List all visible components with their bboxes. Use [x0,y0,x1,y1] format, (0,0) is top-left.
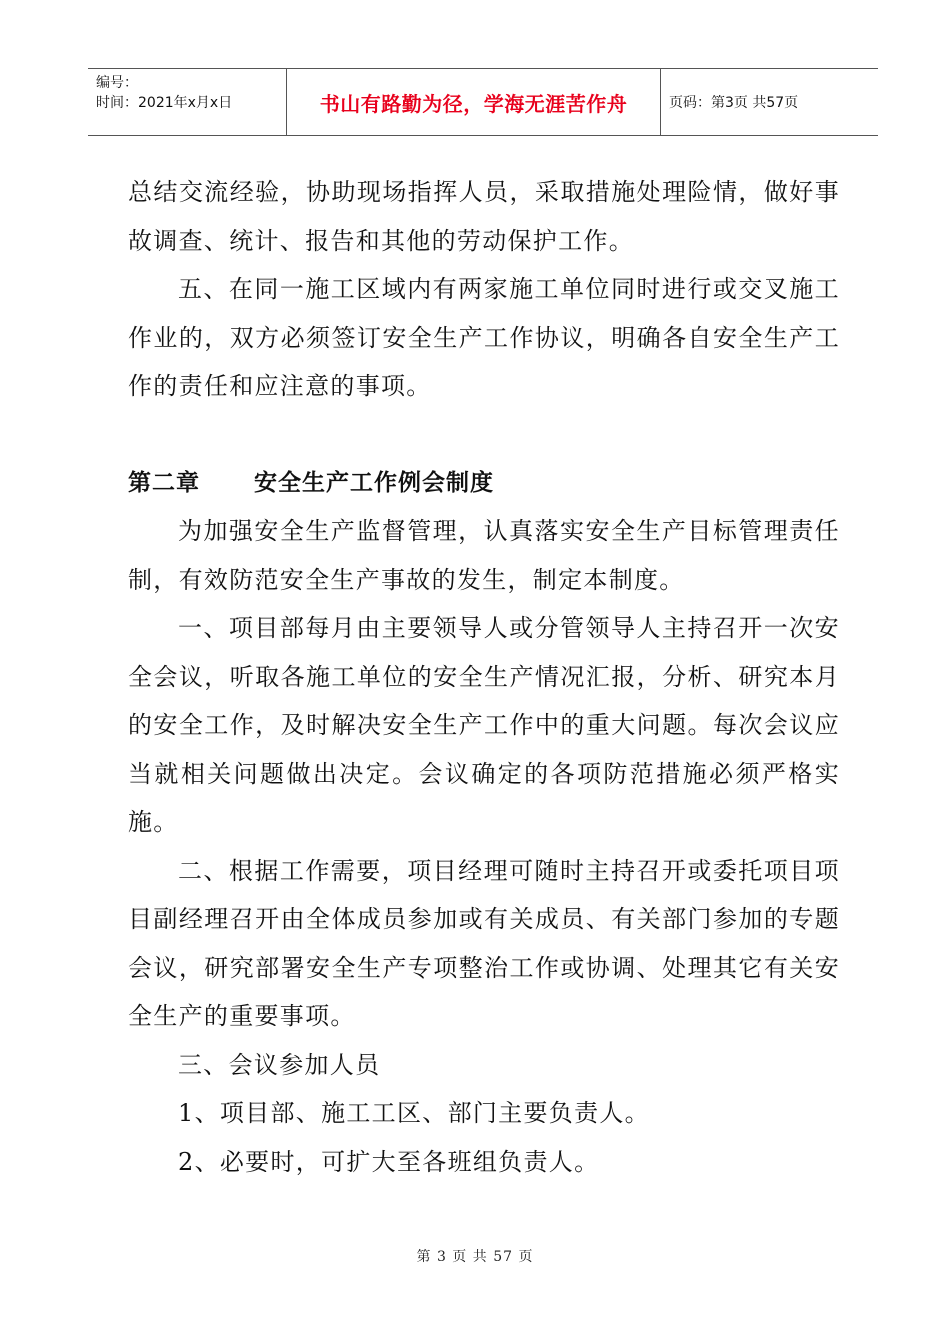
header-motto: 书山有路勤为径，学海无涯苦作舟 [287,69,661,135]
paragraph: 一、项目部每月由主要领导人或分管领导人主持召开一次安全会议，听取各施工单位的安全生产情况汇报，分析、研究本月的安全工作，及时解决安全生产工作中的重大问题。每次会议应当就相关问题做出决定。会议确定的各项防范措施必须严格实施。 [128,614,840,836]
paragraph: 三、会议参加人员 [178,1050,381,1079]
document-body [128,168,840,1186]
paragraph: 2、必要时，可扩大至各班组负责人。 [178,1147,600,1176]
document-number-label: 编号： [96,75,138,91]
page-footer: 第 3 页 共 57 页 [416,1249,534,1265]
paragraph: 总结交流经验，协助现场指挥人员，采取措施处理险情，做好事故调查、统计、报告和其他的劳动保护工作。 [128,178,840,255]
page-header [88,68,878,136]
paragraph: 二、根据工作需要，项目经理可随时主持召开或委托项目项目副经理召开由全体成员参加或有关成员、有关部门参加的专题会议，研究部署安全生产专项整治工作或协调、处理其它有关安全生产的重要事项。 [128,856,840,1030]
chapter-title: 第二章 安全生产工作例会制度 [128,469,495,496]
spacer [128,411,840,459]
header-page-info: 页码：第3页 共57页 [669,95,799,111]
paragraph: 五、在同一施工区域内有两家施工单位同时进行或交叉施工作业的，双方必须签订安全生产工作协议，明确各自安全生产工作的责任和应注意的事项。 [128,275,840,400]
paragraph: 1、项目部、施工工区、部门主要负责人。 [178,1099,650,1127]
header-meta-cell [88,69,287,135]
paragraph: 为加强安全生产监督管理，认真落实安全生产目标管理责任制，有效防范安全生产事故的发生，制定本制度。 [128,517,840,594]
document-time-label: 时间：2021年x月x日 [96,95,233,111]
